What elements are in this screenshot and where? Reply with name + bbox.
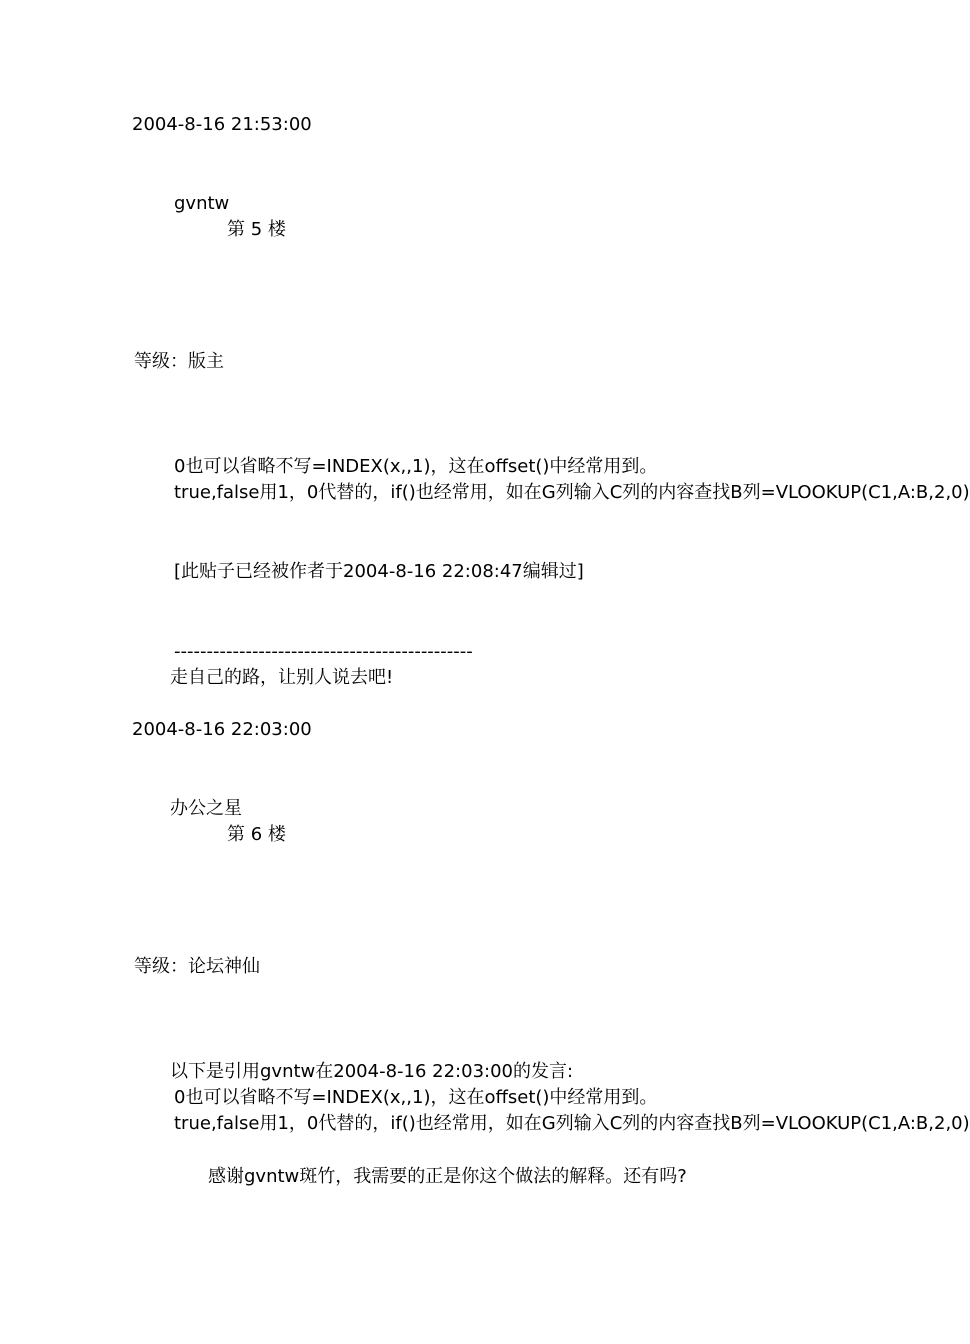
post-5-level: 等级：版主	[134, 351, 224, 372]
post-6-level: 等级：论坛神仙	[134, 956, 260, 977]
post-5-signature: 走自己的路，让别人说去吧!	[170, 667, 394, 688]
post-5-signature-divider: ----------------------------------------------	[174, 641, 473, 662]
post-6-quote-line-1: 0也可以省略不写=INDEX(x,,1)，这在offset()中经常用到。	[174, 1087, 658, 1108]
post-5-author[interactable]: gvntw	[174, 193, 230, 214]
post-6-quote-header: 以下是引用gvntw在2004-8-16 22:03:00的发言:	[170, 1061, 574, 1082]
post-6-timestamp: 2004-8-16 22:03:00	[132, 719, 312, 740]
post-5-floor: 第 5 楼	[227, 219, 286, 240]
post-6-quote-line-2: true,false用1，0代替的，if()也经常用，如在G列输入C列的内容查找B列=VLOOKUP(C1,A:B,2,0)	[174, 1113, 970, 1134]
post-6-floor: 第 6 楼	[227, 824, 286, 845]
post-5-body-line-2: true,false用1，0代替的，if()也经常用，如在G列输入C列的内容查找B列=VLOOKUP(C1,A:B,2,0)	[174, 482, 970, 503]
post-5-timestamp: 2004-8-16 21:53:00	[132, 114, 312, 135]
post-5-body-line-1: 0也可以省略不写=INDEX(x,,1)，这在offset()中经常用到。	[174, 456, 658, 477]
post-6-reply: 感谢gvntw斑竹，我需要的正是你这个做法的解释。还有吗?	[208, 1166, 687, 1187]
post-5-edit-note: [此贴子已经被作者于2004-8-16 22:08:47编辑过]	[174, 561, 584, 582]
post-6-author[interactable]: 办公之星	[170, 798, 242, 819]
